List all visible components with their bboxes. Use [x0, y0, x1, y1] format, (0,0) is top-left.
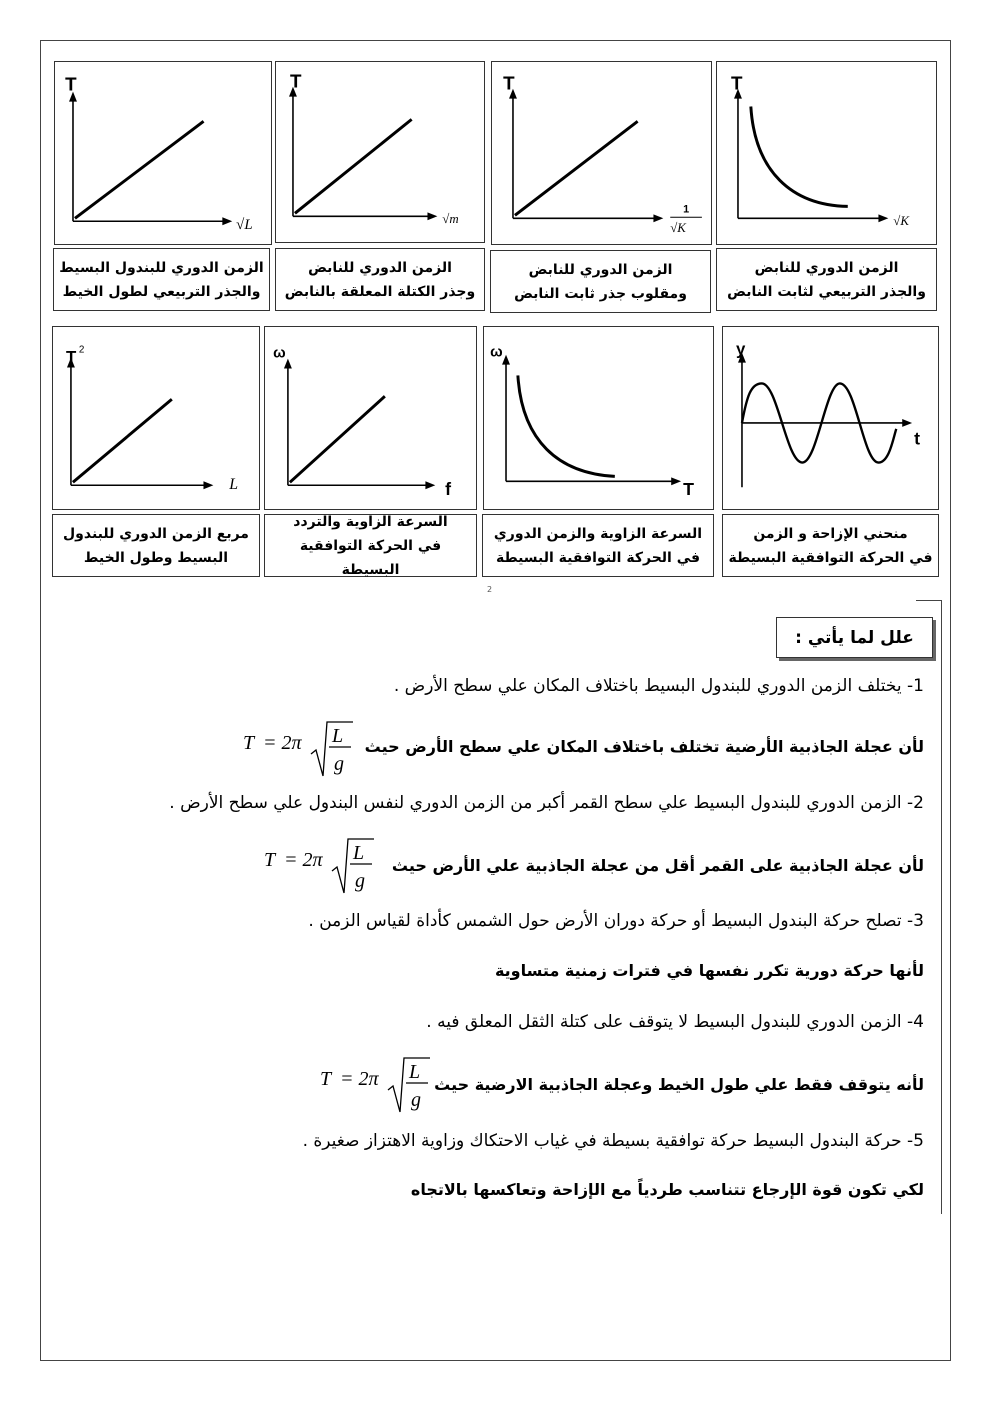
- x-axis-label-denominator: √K: [670, 221, 686, 236]
- graph-omega-vs-T: [483, 326, 714, 510]
- graph-T2-vs-L: [52, 326, 260, 510]
- svg-text:g: g: [334, 753, 344, 775]
- answer-5: لكي تكون قوة الإرجاع تتناسب طردياً مع الإزاحة وتعاكسها بالاتجاه: [410, 1180, 924, 1199]
- y-axis-label: T: [65, 347, 77, 367]
- caption-graph-5: مربع الزمن الدوري للبندول البسيط وطول الخيط: [52, 514, 260, 577]
- svg-text:= 2π: = 2π: [263, 732, 302, 754]
- formula-2: [264, 831, 384, 895]
- svg-text:T: T: [243, 732, 255, 754]
- x-axis-label-numerator: 1: [683, 203, 690, 216]
- svg-text:= 2π: = 2π: [284, 849, 323, 871]
- formula-4: [320, 1050, 440, 1114]
- y-axis-label: T: [65, 73, 77, 95]
- question-4: 4- الزمن الدوري للبندول البسيط لا يتوقف على كتلة الثقل المعلق فيه .: [426, 1012, 924, 1032]
- graph-T-vs-sqrtL: [54, 61, 272, 245]
- formula-1: [243, 714, 363, 778]
- x-axis-label: T: [683, 479, 694, 500]
- y-axis-label: ω: [490, 344, 503, 361]
- x-axis-label: f: [445, 479, 452, 500]
- svg-text:g: g: [411, 1089, 421, 1111]
- graph-T-vs-sqrtm: [275, 61, 485, 243]
- y-axis-label: T: [731, 72, 743, 94]
- svg-text:L: L: [332, 725, 344, 747]
- graph-line: [295, 119, 412, 213]
- graph-line: [73, 399, 172, 482]
- caption-graph-7: السرعة الزاوية والزمن الدوري في الحركة التوافقية البسيطة: [482, 514, 714, 577]
- graph-T-vs-inv-sqrtK: [491, 61, 712, 245]
- section-title: علل لما يأتي :: [776, 617, 933, 658]
- y-axis-exponent: 2: [78, 344, 85, 356]
- answer-3: لأنها حركة دورية تكرر نفسها في فترات زمنية متساوية: [494, 961, 924, 980]
- svg-text:T: T: [264, 849, 276, 871]
- graph-line: [290, 396, 385, 482]
- x-axis-label: L: [229, 476, 238, 494]
- caption-graph-6: السرعة الزاوية والتردد في الحركة التوافقية البسيطة: [264, 514, 477, 577]
- question-5: 5- حركة البندول البسيط حركة توافقية بسيطة في غياب الاحتكاك وزاوية الاهتزاز صغيرة .: [302, 1131, 924, 1151]
- question-2: 2- الزمن الدوري للبندول البسيط علي سطح القمر أكبر من الزمن الدوري لنفس البندول علي سطح الأرض .: [169, 793, 924, 813]
- y-axis-label: y: [736, 339, 746, 359]
- caption-graph-3: الزمن الدوري للنابض ومقلوب جذر ثابت النابض: [490, 250, 711, 313]
- caption-graph-8: منحني الإزاحة و الزمن في الحركة التوافقية البسيطة: [722, 514, 939, 577]
- x-axis-label: √L: [236, 217, 253, 234]
- y-axis-label: ω: [273, 345, 286, 362]
- y-axis-label: T: [503, 72, 515, 94]
- svg-text:g: g: [355, 870, 365, 892]
- graph-curve: [751, 107, 848, 207]
- answer-4: لأنه يتوقف فقط علي طول الخيط وعجلة الجاذبية الارضية حيث: [434, 1075, 924, 1094]
- answer-2: لأن عجلة الجاذبية على القمر أقل من عجلة الجاذبية علي الأرض حيث: [391, 856, 924, 875]
- svg-text:T: T: [320, 1068, 332, 1090]
- x-axis-label: t: [914, 428, 921, 449]
- graph-omega-vs-f: [264, 326, 477, 510]
- svg-text:L: L: [409, 1061, 421, 1083]
- caption-graph-1: الزمن الدوري للبندول البسيط والجذر التربيعي لطول الخيط: [53, 248, 270, 311]
- question-1: 1- يختلف الزمن الدوري للبندول البسيط باختلاف المكان علي سطح الأرض .: [393, 676, 924, 696]
- answer-1: لأن عجلة الجاذبية الأرضية تختلف باختلاف المكان علي سطح الأرض حيث: [364, 737, 924, 756]
- x-axis-label: √m: [442, 212, 459, 227]
- graph-curve: [518, 375, 615, 476]
- caption-graph-4: الزمن الدوري للنابض والجذر التربيعي لثابت النابض: [716, 248, 937, 311]
- x-axis-label: √K: [893, 214, 909, 229]
- question-3: 3- تصلح حركة البندول البسيط أو حركة دوران الأرض حول الشمس كأداة لقياس الزمن .: [308, 911, 924, 931]
- caption-graph-2: الزمن الدوري للنابض وجذر الكتلة المعلقة بالنابض: [275, 248, 485, 311]
- svg-text:= 2π: = 2π: [340, 1068, 379, 1090]
- stray-mark: 2: [487, 585, 493, 594]
- y-axis-label: T: [290, 70, 302, 92]
- graph-line: [515, 121, 638, 215]
- graph-displacement-vs-time: [722, 326, 939, 510]
- svg-text:L: L: [353, 842, 365, 864]
- graph-T-vs-sqrtK: [716, 61, 937, 245]
- graph-line: [75, 121, 204, 218]
